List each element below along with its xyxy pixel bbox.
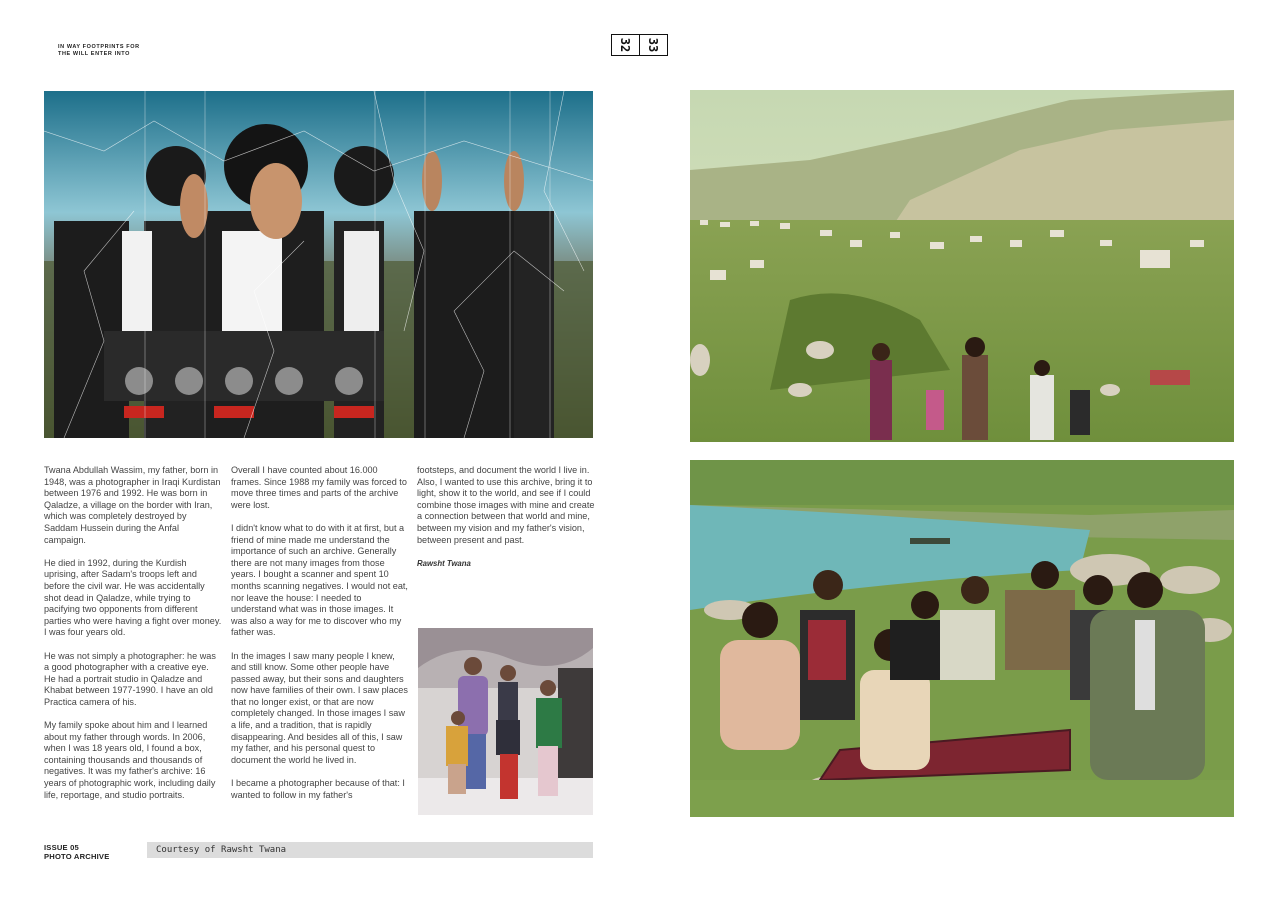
issue-number: ISSUE 05 [44,843,79,852]
section-name: PHOTO ARCHIVE [44,852,110,861]
page-number-right: 33 [646,37,661,53]
paragraph: My family spoke about him and I learned about my father through words. In 2006, when I was 18 years old, I found a box, containing thousands and thousands of negatives. It was my father's archive: 16 years of photographic work, including daily life, reportage, and studio portraits. [44,720,216,800]
paragraph: In the images I saw many people I knew, and still know. Some other people have passed away, but their sons and daughters now have families of their own. I saw places that no longer exist, or that are now completely changed. In those images I saw a life, and a tradition, that is rapidly disappearing. And besides all of this, I saw my father, and his personal quest to document the world he lived in. [231,650,408,765]
paragraph: Overall I have counted about 16.000 frames. Since 1988 my family was forced to move three times and parts of the archive were lost. [231,465,407,510]
paragraph: I became a photographer because of that: I wanted to follow in my father's [231,778,405,800]
photo-credit-bar [147,842,593,858]
magazine-title-line2: THE WILL ENTER INTO [58,51,131,57]
author-signature: Rawsht Twana [417,558,471,568]
article-column-1 [44,465,222,813]
article-column-2 [231,465,409,813]
portrait-collage-photo [44,91,593,438]
paragraph: He died in 1992, during the Kurdish uprising, after Sadam's troops left and before the civil war. He was accidentally shot dead in Qaladze, while trying to pacifying two opponents from different parties who were having a fight over money. I was four years old. [44,557,222,638]
photo-credit: Courtesy of Rawsht Twana [156,845,287,855]
paragraph: He was not simply a photographer: he was a good photographer with a creative eye. He had a portrait studio in Qaladze and Khabat between 1977-1990. I have an old Practica camera of his. [44,650,216,707]
page-number-left: 32 [612,35,640,55]
magazine-title-line1: IN WAY FOOTPRINTS FOR [58,44,140,50]
paragraph: I didn't know what to do with it at first, but a friend of mine made me understand the importance of such an archive. Generally there are not many images from those years. I bought a scanner and spent 10 months scanning negatives. I would not eat, nor leave the house: I needed to understand what was in those images. It was also a way for me to discover who my father was. [231,522,408,638]
article-column-3 [417,465,595,569]
paragraph: Twana Abdullah Wassim, my father, born in 1948, was a photographer in Iraqi Kurdistan between 1976 and 1992. He was born in Qaladze, a village on the border with Iran, which was completely destroyed by Saddam Hussein during the Anfal campaign. [44,465,221,545]
family-snow-photo [418,628,593,815]
magazine-title [58,44,140,58]
lakeside-picnic-photo [690,460,1234,817]
valley-gathering-photo [690,90,1234,442]
issue-label [44,843,109,861]
paragraph: footsteps, and document the world I live in. Also, I wanted to use this archive, bring it to light, show it to the world, and see if I could combine those images with mine and create a connection between that world and mine, between my vision and my father's vision, between present and past. [417,465,595,545]
page-numbers [611,34,668,56]
